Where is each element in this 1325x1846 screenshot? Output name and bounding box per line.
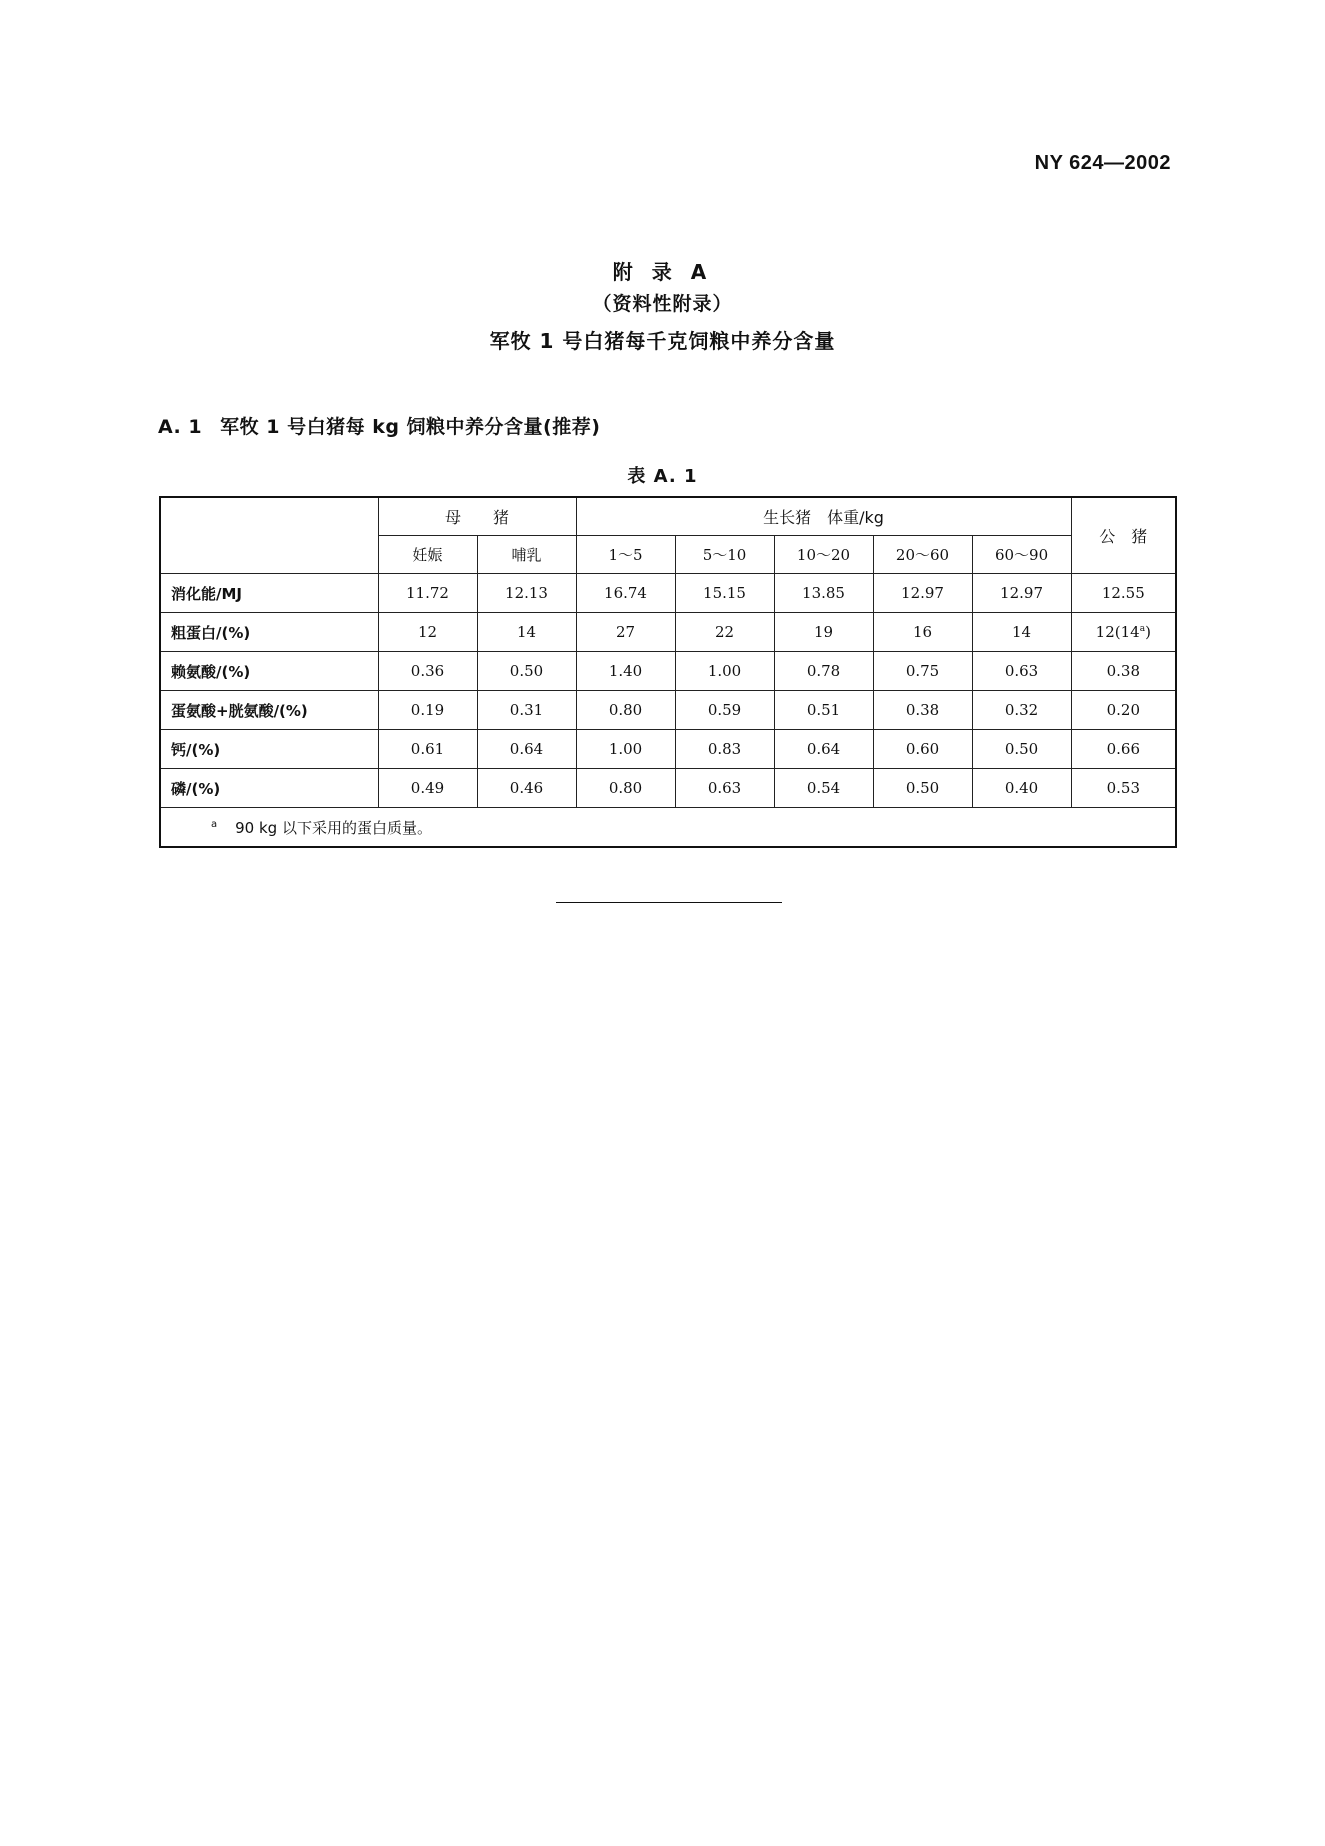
group-header-boar: 公 猪 bbox=[1071, 497, 1176, 574]
table-cell: 0.60 bbox=[873, 730, 972, 769]
appendix-subtitle: （资料性附录） bbox=[592, 293, 733, 315]
table-cell: 0.49 bbox=[378, 769, 477, 808]
table-cell: 0.75 bbox=[873, 652, 972, 691]
table-cell: 0.80 bbox=[576, 769, 675, 808]
table-cell: 12.97 bbox=[972, 574, 1071, 613]
table-cell: 0.46 bbox=[477, 769, 576, 808]
row-label: 赖氨酸/(%) bbox=[160, 652, 378, 691]
group-header-growing: 生长猪 体重/kg bbox=[576, 497, 1071, 536]
corner-cell bbox=[160, 497, 378, 574]
subheader-cell: 1～5 bbox=[576, 536, 675, 574]
table-cell: 0.40 bbox=[972, 769, 1071, 808]
table-cell: 0.19 bbox=[378, 691, 477, 730]
row-label: 粗蛋白/(%) bbox=[160, 613, 378, 652]
table-row bbox=[160, 691, 1176, 730]
table-cell: 14 bbox=[477, 613, 576, 652]
document-code: NY 624—2002 bbox=[1034, 152, 1171, 174]
table-cell: 0.32 bbox=[972, 691, 1071, 730]
table-row bbox=[160, 574, 1176, 613]
section-heading bbox=[158, 412, 600, 439]
appendix-heading: 军牧 1 号白猪每千克饲粮中养分含量 bbox=[489, 329, 836, 353]
table-cell: 0.50 bbox=[477, 652, 576, 691]
table-cell: 12.13 bbox=[477, 574, 576, 613]
table-cell: 19 bbox=[774, 613, 873, 652]
table-cell: 0.66 bbox=[1071, 730, 1176, 769]
subheader-cell: 20～60 bbox=[873, 536, 972, 574]
subheader-cell: 5～10 bbox=[675, 536, 774, 574]
table-cell: 0.50 bbox=[972, 730, 1071, 769]
appendix-title: 附 录 A bbox=[612, 260, 713, 284]
table-cell: 0.54 bbox=[774, 769, 873, 808]
row-label: 钙/(%) bbox=[160, 730, 378, 769]
footnote-ref: a bbox=[1139, 624, 1146, 634]
table-cell: 0.63 bbox=[972, 652, 1071, 691]
section-title: 军牧 1 号白猪每 kg 饲粮中养分含量(推荐) bbox=[220, 416, 601, 438]
table-cell: 0.36 bbox=[378, 652, 477, 691]
table-row bbox=[160, 769, 1176, 808]
subheader-cell: 60～90 bbox=[972, 536, 1071, 574]
subheader-cell: 10～20 bbox=[774, 536, 873, 574]
table-cell: 16.74 bbox=[576, 574, 675, 613]
table-cell: 22 bbox=[675, 613, 774, 652]
table-cell: 0.64 bbox=[477, 730, 576, 769]
table-cell: 14 bbox=[972, 613, 1071, 652]
table-cell: 13.85 bbox=[774, 574, 873, 613]
row-label: 消化能/MJ bbox=[160, 574, 378, 613]
table-cell: 0.38 bbox=[1071, 652, 1176, 691]
table-cell: 0.38 bbox=[873, 691, 972, 730]
table-cell: 0.64 bbox=[774, 730, 873, 769]
table-cell: 0.63 bbox=[675, 769, 774, 808]
table-row bbox=[160, 730, 1176, 769]
table-cell: 0.20 bbox=[1071, 691, 1176, 730]
end-rule bbox=[556, 902, 782, 903]
table-cell: 11.72 bbox=[378, 574, 477, 613]
table-cell: 27 bbox=[576, 613, 675, 652]
table-cell: 1.40 bbox=[576, 652, 675, 691]
table-cell: 12.55 bbox=[1071, 574, 1176, 613]
boar-protein-close: ) bbox=[1145, 623, 1151, 641]
table-footnote-row bbox=[160, 808, 1176, 848]
row-label: 磷/(%) bbox=[160, 769, 378, 808]
table-cell: 12.97 bbox=[873, 574, 972, 613]
table-cell: 0.59 bbox=[675, 691, 774, 730]
table-cell: 0.83 bbox=[675, 730, 774, 769]
table-footnote bbox=[160, 808, 1176, 848]
table-header-row bbox=[160, 497, 1176, 536]
nutrient-table bbox=[159, 496, 1177, 848]
footnote-text: 90 kg 以下采用的蛋白质量。 bbox=[235, 818, 432, 837]
table-row bbox=[160, 613, 1176, 652]
table-cell: 16 bbox=[873, 613, 972, 652]
table-cell-boar-protein bbox=[1071, 613, 1176, 652]
subheader-cell: 妊娠 bbox=[378, 536, 477, 574]
subheader-cell: 哺乳 bbox=[477, 536, 576, 574]
section-number: A. 1 bbox=[158, 416, 203, 438]
table-cell: 0.80 bbox=[576, 691, 675, 730]
table-cell: 0.61 bbox=[378, 730, 477, 769]
table-cell: 0.50 bbox=[873, 769, 972, 808]
table-cell: 1.00 bbox=[576, 730, 675, 769]
table-cell: 0.51 bbox=[774, 691, 873, 730]
table-cell: 15.15 bbox=[675, 574, 774, 613]
table-cell: 0.53 bbox=[1071, 769, 1176, 808]
row-label: 蛋氨酸+胱氨酸/(%) bbox=[160, 691, 378, 730]
table-cell: 0.31 bbox=[477, 691, 576, 730]
table-cell: 12 bbox=[378, 613, 477, 652]
table-row bbox=[160, 652, 1176, 691]
table-caption: 表 A. 1 bbox=[627, 466, 698, 487]
table-cell: 1.00 bbox=[675, 652, 774, 691]
table-cell: 0.78 bbox=[774, 652, 873, 691]
boar-protein-value: 12(14 bbox=[1095, 623, 1140, 641]
footnote-mark: a bbox=[211, 818, 218, 830]
group-header-sow: 母 猪 bbox=[378, 497, 576, 536]
